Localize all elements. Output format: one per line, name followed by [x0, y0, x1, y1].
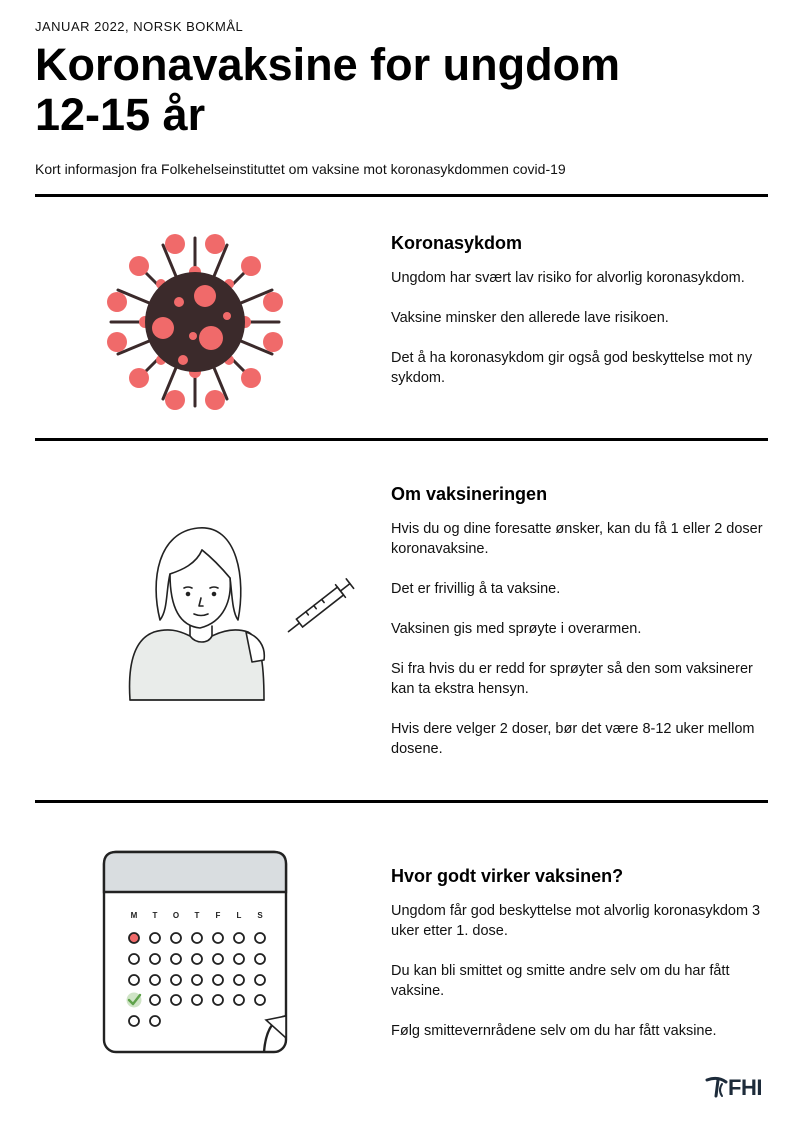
paragraph: Det er frivillig å ta vaksine.	[391, 581, 561, 597]
calendar-day	[192, 954, 202, 964]
weekday-label: O	[172, 911, 180, 920]
divider	[35, 800, 768, 803]
calendar-day	[213, 995, 223, 1005]
section-heading: Om vaksineringen	[391, 484, 548, 504]
calendar-day	[171, 995, 181, 1005]
section-om-vaksineringen	[391, 484, 776, 779]
paragraph: Hvis du og dine foresatte ønsker, kan du få 1 eller 2 doser koronavaksine.	[391, 521, 763, 557]
virus-icon	[105, 232, 285, 412]
title-line-2: 12-15 år	[35, 89, 206, 140]
paragraph: Ungdom får god beskyttelse mot alvorlig koronasykdom 3 uker etter 1. dose.	[391, 903, 761, 939]
paragraph: Du kan bli smittet og smitte andre selv om du har fått vaksine.	[391, 963, 730, 999]
calendar-day	[255, 954, 265, 964]
calendar-day	[129, 954, 139, 964]
paragraph: Det å ha koronasykdom gir også god beskyttelse mot ny sykdom.	[391, 350, 753, 386]
section-heading: Koronasykdom	[391, 233, 523, 253]
calendar-day	[150, 975, 160, 985]
paragraph: Ungdom har svært lav risiko for alvorlig koronasykdom.	[391, 270, 745, 286]
section-koronasykdom	[391, 233, 776, 408]
calendar-day	[150, 1016, 160, 1026]
calendar-day	[255, 995, 265, 1005]
calendar-day	[171, 975, 181, 985]
calendar-day	[255, 933, 265, 943]
calendar-day	[150, 995, 160, 1005]
title-line-1: Koronavaksine for ungdom	[35, 39, 621, 90]
weekday-label: M	[130, 911, 138, 920]
paragraph: Si fra hvis du er redd for sprøyter så den som vaksinerer kan ta ekstra hensyn.	[391, 661, 753, 697]
fhi-logo-text: FHI	[728, 1075, 762, 1100]
calendar-day	[171, 954, 181, 964]
calendar-day	[171, 933, 181, 943]
page-subtitle: Kort informasjon fra Folkehelseinstituttet om vaksine mot koronasykdommen covid-19	[35, 161, 566, 177]
calendar-day	[129, 1016, 139, 1026]
calendar-day	[234, 975, 244, 985]
calendar-day	[150, 954, 160, 964]
date-language-label: JANUAR 2022, NORSK BOKMÅL	[35, 19, 244, 34]
section-heading: Hvor godt virker vaksinen?	[391, 866, 624, 886]
weekday-label: S	[257, 911, 263, 920]
weekday-label: T	[194, 911, 200, 920]
calendar-day	[192, 933, 202, 943]
calendar-day	[213, 933, 223, 943]
page-title	[35, 40, 755, 140]
calendar-day	[255, 975, 265, 985]
calendar-day	[234, 995, 244, 1005]
paragraph: Følg smittevernrådene selv om du har fått vaksine.	[391, 1023, 717, 1039]
calendar-day	[234, 954, 244, 964]
calendar-day-highlighted	[129, 933, 139, 943]
calendar-day	[192, 975, 202, 985]
divider	[35, 438, 768, 441]
calendar-day	[192, 995, 202, 1005]
weekday-label: F	[215, 911, 221, 920]
paragraph: Vaksine minsker den allerede lave risikoen.	[391, 310, 669, 326]
person-with-syringe-icon	[120, 520, 355, 710]
calendar-icon	[100, 848, 292, 1056]
calendar-day	[234, 933, 244, 943]
calendar-day	[150, 933, 160, 943]
calendar-day	[129, 975, 139, 985]
divider	[35, 194, 768, 197]
calendar-day	[213, 954, 223, 964]
paragraph: Vaksinen gis med sprøyte i overarmen.	[391, 621, 642, 637]
calendar-day	[213, 975, 223, 985]
paragraph: Hvis dere velger 2 doser, bør det være 8-12 uker mellom dosene.	[391, 721, 755, 757]
section-hvor-godt-virker	[391, 866, 776, 1061]
weekday-label: T	[152, 911, 158, 920]
weekday-label: L	[236, 911, 242, 920]
